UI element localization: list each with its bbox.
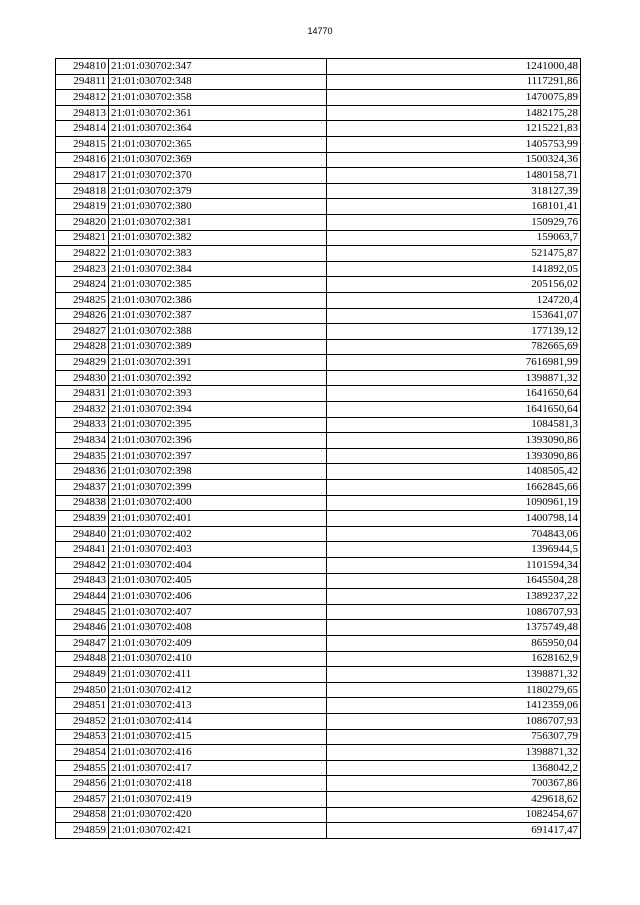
- row-number-cell: 294843: [56, 573, 109, 589]
- row-number-cell: 294817: [56, 168, 109, 184]
- cadastral-value-cell: 1086707,93: [327, 604, 581, 620]
- table-row: [56, 667, 581, 683]
- cadastral-number-cell: 21:01:030702:399: [109, 480, 327, 496]
- cadastral-value-cell: 1101594,34: [327, 558, 581, 574]
- table-row: [56, 339, 581, 355]
- table-row: [56, 199, 581, 215]
- cadastral-value-cell: 7616981,99: [327, 355, 581, 371]
- cadastral-value-cell: 1400798,14: [327, 511, 581, 527]
- row-number-cell: 294828: [56, 339, 109, 355]
- table-row: [56, 698, 581, 714]
- cadastral-number-cell: 21:01:030702:402: [109, 526, 327, 542]
- table-row: [56, 246, 581, 262]
- table-row: [56, 495, 581, 511]
- row-number-cell: 294810: [56, 59, 109, 75]
- table-row: [56, 448, 581, 464]
- cadastral-value-cell: 1241000,48: [327, 59, 581, 75]
- table-row: [56, 214, 581, 230]
- table-row: [56, 791, 581, 807]
- row-number-cell: 294857: [56, 791, 109, 807]
- cadastral-number-cell: 21:01:030702:403: [109, 542, 327, 558]
- cadastral-number-cell: 21:01:030702:413: [109, 698, 327, 714]
- row-number-cell: 294823: [56, 261, 109, 277]
- cadastral-value-cell: 1086707,93: [327, 713, 581, 729]
- row-number-cell: 294830: [56, 370, 109, 386]
- cadastral-number-cell: 21:01:030702:405: [109, 573, 327, 589]
- table-row: [56, 121, 581, 137]
- cadastral-number-cell: 21:01:030702:407: [109, 604, 327, 620]
- table-row: [56, 308, 581, 324]
- table-row: [56, 261, 581, 277]
- table-row: [56, 713, 581, 729]
- cadastral-number-cell: 21:01:030702:386: [109, 292, 327, 308]
- table-row: [56, 558, 581, 574]
- cadastral-number-cell: 21:01:030702:383: [109, 246, 327, 262]
- cadastral-number-cell: 21:01:030702:406: [109, 589, 327, 605]
- table-row: [56, 168, 581, 184]
- row-number-cell: 294820: [56, 214, 109, 230]
- table-row: [56, 230, 581, 246]
- table-row: [56, 620, 581, 636]
- cadastral-value-cell: 704843,06: [327, 526, 581, 542]
- cadastral-number-cell: 21:01:030702:361: [109, 105, 327, 121]
- table-row: [56, 355, 581, 371]
- cadastral-value-cell: 1500324,36: [327, 152, 581, 168]
- cadastral-number-cell: 21:01:030702:348: [109, 74, 327, 90]
- cadastral-value-cell: 1084581,3: [327, 417, 581, 433]
- cadastral-number-cell: 21:01:030702:389: [109, 339, 327, 355]
- row-number-cell: 294849: [56, 667, 109, 683]
- cadastral-number-cell: 21:01:030702:404: [109, 558, 327, 574]
- table-row: [56, 480, 581, 496]
- table-row: [56, 464, 581, 480]
- cadastral-number-cell: 21:01:030702:400: [109, 495, 327, 511]
- cadastral-value-cell: 691417,47: [327, 823, 581, 839]
- cadastral-number-cell: 21:01:030702:365: [109, 136, 327, 152]
- table-row: [56, 604, 581, 620]
- row-number-cell: 294852: [56, 713, 109, 729]
- cadastral-number-cell: 21:01:030702:392: [109, 370, 327, 386]
- row-number-cell: 294847: [56, 635, 109, 651]
- table-row: [56, 511, 581, 527]
- row-number-cell: 294829: [56, 355, 109, 371]
- cadastral-number-cell: 21:01:030702:401: [109, 511, 327, 527]
- cadastral-value-cell: 1412359,06: [327, 698, 581, 714]
- row-number-cell: 294850: [56, 682, 109, 698]
- cadastral-number-cell: 21:01:030702:370: [109, 168, 327, 184]
- cadastral-value-cell: 1389237,22: [327, 589, 581, 605]
- table-row: [56, 183, 581, 199]
- row-number-cell: 294845: [56, 604, 109, 620]
- cadastral-value-cell: 1645504,28: [327, 573, 581, 589]
- row-number-cell: 294846: [56, 620, 109, 636]
- row-number-cell: 294841: [56, 542, 109, 558]
- row-number-cell: 294812: [56, 90, 109, 106]
- cadastral-number-cell: 21:01:030702:393: [109, 386, 327, 402]
- row-number-cell: 294854: [56, 745, 109, 761]
- cadastral-number-cell: 21:01:030702:385: [109, 277, 327, 293]
- cadastral-number-cell: 21:01:030702:411: [109, 667, 327, 683]
- cadastral-number-cell: 21:01:030702:414: [109, 713, 327, 729]
- table-row: [56, 59, 581, 75]
- row-number-cell: 294832: [56, 402, 109, 418]
- cadastral-value-cell: 153641,07: [327, 308, 581, 324]
- table-row: [56, 823, 581, 839]
- cadastral-value-cell: 700367,86: [327, 776, 581, 792]
- table-row: [56, 292, 581, 308]
- row-number-cell: 294815: [56, 136, 109, 152]
- cadastral-value-cell: 1393090,86: [327, 433, 581, 449]
- row-number-cell: 294855: [56, 760, 109, 776]
- cadastral-value-cell: 782665,69: [327, 339, 581, 355]
- row-number-cell: 294821: [56, 230, 109, 246]
- table-row: [56, 526, 581, 542]
- cadastral-value-cell: 1628162,9: [327, 651, 581, 667]
- cadastral-value-cell: 1393090,86: [327, 448, 581, 464]
- cadastral-number-cell: 21:01:030702:410: [109, 651, 327, 667]
- registry-table: [55, 58, 581, 839]
- cadastral-value-cell: 1215221,83: [327, 121, 581, 137]
- table-row: [56, 729, 581, 745]
- cadastral-value-cell: 1396944,5: [327, 542, 581, 558]
- row-number-cell: 294851: [56, 698, 109, 714]
- table-row: [56, 402, 581, 418]
- table-row: [56, 745, 581, 761]
- registry-table-body: [56, 59, 581, 839]
- table-row: [56, 635, 581, 651]
- row-number-cell: 294835: [56, 448, 109, 464]
- table-row: [56, 152, 581, 168]
- row-number-cell: 294822: [56, 246, 109, 262]
- cadastral-number-cell: 21:01:030702:394: [109, 402, 327, 418]
- cadastral-value-cell: 1480158,71: [327, 168, 581, 184]
- table-row: [56, 105, 581, 121]
- cadastral-number-cell: 21:01:030702:416: [109, 745, 327, 761]
- row-number-cell: 294844: [56, 589, 109, 605]
- cadastral-value-cell: 1398871,32: [327, 667, 581, 683]
- row-number-cell: 294839: [56, 511, 109, 527]
- cadastral-value-cell: 318127,39: [327, 183, 581, 199]
- cadastral-number-cell: 21:01:030702:369: [109, 152, 327, 168]
- cadastral-number-cell: 21:01:030702:417: [109, 760, 327, 776]
- cadastral-number-cell: 21:01:030702:397: [109, 448, 327, 464]
- row-number-cell: 294848: [56, 651, 109, 667]
- cadastral-value-cell: 159063,7: [327, 230, 581, 246]
- cadastral-value-cell: 1180279,65: [327, 682, 581, 698]
- table-row: [56, 386, 581, 402]
- row-number-cell: 294842: [56, 558, 109, 574]
- table-row: [56, 589, 581, 605]
- page-number: 14770: [307, 26, 333, 36]
- table-row: [56, 277, 581, 293]
- cadastral-number-cell: 21:01:030702:415: [109, 729, 327, 745]
- cadastral-number-cell: 21:01:030702:419: [109, 791, 327, 807]
- cadastral-value-cell: 865950,04: [327, 635, 581, 651]
- cadastral-number-cell: 21:01:030702:347: [109, 59, 327, 75]
- table-row: [56, 90, 581, 106]
- row-number-cell: 294818: [56, 183, 109, 199]
- cadastral-value-cell: 429618,62: [327, 791, 581, 807]
- table-row: [56, 542, 581, 558]
- row-number-cell: 294834: [56, 433, 109, 449]
- cadastral-number-cell: 21:01:030702:420: [109, 807, 327, 823]
- table-row: [56, 324, 581, 340]
- cadastral-value-cell: 1398871,32: [327, 745, 581, 761]
- cadastral-number-cell: 21:01:030702:380: [109, 199, 327, 215]
- table-row: [56, 682, 581, 698]
- cadastral-value-cell: 168101,41: [327, 199, 581, 215]
- cadastral-number-cell: 21:01:030702:381: [109, 214, 327, 230]
- cadastral-value-cell: 1375749,48: [327, 620, 581, 636]
- cadastral-value-cell: 1662845,66: [327, 480, 581, 496]
- row-number-cell: 294858: [56, 807, 109, 823]
- table-row: [56, 807, 581, 823]
- row-number-cell: 294838: [56, 495, 109, 511]
- table-row: [56, 74, 581, 90]
- cadastral-number-cell: 21:01:030702:418: [109, 776, 327, 792]
- cadastral-value-cell: 1368042,2: [327, 760, 581, 776]
- cadastral-value-cell: 1641650,64: [327, 402, 581, 418]
- cadastral-value-cell: 124720,4: [327, 292, 581, 308]
- cadastral-value-cell: 756307,79: [327, 729, 581, 745]
- cadastral-number-cell: 21:01:030702:358: [109, 90, 327, 106]
- cadastral-number-cell: 21:01:030702:387: [109, 308, 327, 324]
- row-number-cell: 294840: [56, 526, 109, 542]
- table-row: [56, 573, 581, 589]
- row-number-cell: 294811: [56, 74, 109, 90]
- cadastral-value-cell: 205156,02: [327, 277, 581, 293]
- cadastral-number-cell: 21:01:030702:395: [109, 417, 327, 433]
- cadastral-value-cell: 1470075,89: [327, 90, 581, 106]
- table-row: [56, 651, 581, 667]
- cadastral-value-cell: 1641650,64: [327, 386, 581, 402]
- row-number-cell: 294824: [56, 277, 109, 293]
- cadastral-number-cell: 21:01:030702:388: [109, 324, 327, 340]
- row-number-cell: 294826: [56, 308, 109, 324]
- cadastral-value-cell: 1090961,19: [327, 495, 581, 511]
- cadastral-number-cell: 21:01:030702:396: [109, 433, 327, 449]
- cadastral-number-cell: 21:01:030702:409: [109, 635, 327, 651]
- cadastral-number-cell: 21:01:030702:382: [109, 230, 327, 246]
- cadastral-number-cell: 21:01:030702:398: [109, 464, 327, 480]
- cadastral-number-cell: 21:01:030702:364: [109, 121, 327, 137]
- row-number-cell: 294837: [56, 480, 109, 496]
- cadastral-value-cell: 141892,05: [327, 261, 581, 277]
- row-number-cell: 294856: [56, 776, 109, 792]
- cadastral-number-cell: 21:01:030702:384: [109, 261, 327, 277]
- row-number-cell: 294813: [56, 105, 109, 121]
- cadastral-number-cell: 21:01:030702:412: [109, 682, 327, 698]
- cadastral-number-cell: 21:01:030702:391: [109, 355, 327, 371]
- row-number-cell: 294816: [56, 152, 109, 168]
- row-number-cell: 294825: [56, 292, 109, 308]
- cadastral-number-cell: 21:01:030702:408: [109, 620, 327, 636]
- cadastral-value-cell: 1405753,99: [327, 136, 581, 152]
- cadastral-number-cell: 21:01:030702:421: [109, 823, 327, 839]
- cadastral-value-cell: 1082454,67: [327, 807, 581, 823]
- row-number-cell: 294859: [56, 823, 109, 839]
- cadastral-value-cell: 150929,76: [327, 214, 581, 230]
- cadastral-value-cell: 1117291,86: [327, 74, 581, 90]
- row-number-cell: 294819: [56, 199, 109, 215]
- row-number-cell: 294836: [56, 464, 109, 480]
- table-row: [56, 136, 581, 152]
- table-row: [56, 760, 581, 776]
- row-number-cell: 294827: [56, 324, 109, 340]
- cadastral-value-cell: 1398871,32: [327, 370, 581, 386]
- table-row: [56, 417, 581, 433]
- row-number-cell: 294853: [56, 729, 109, 745]
- cadastral-value-cell: 521475,87: [327, 246, 581, 262]
- row-number-cell: 294831: [56, 386, 109, 402]
- cadastral-value-cell: 1482175,28: [327, 105, 581, 121]
- row-number-cell: 294814: [56, 121, 109, 137]
- table-row: [56, 776, 581, 792]
- cadastral-value-cell: 177139,12: [327, 324, 581, 340]
- row-number-cell: 294833: [56, 417, 109, 433]
- cadastral-value-cell: 1408505,42: [327, 464, 581, 480]
- table-row: [56, 433, 581, 449]
- cadastral-number-cell: 21:01:030702:379: [109, 183, 327, 199]
- table-row: [56, 370, 581, 386]
